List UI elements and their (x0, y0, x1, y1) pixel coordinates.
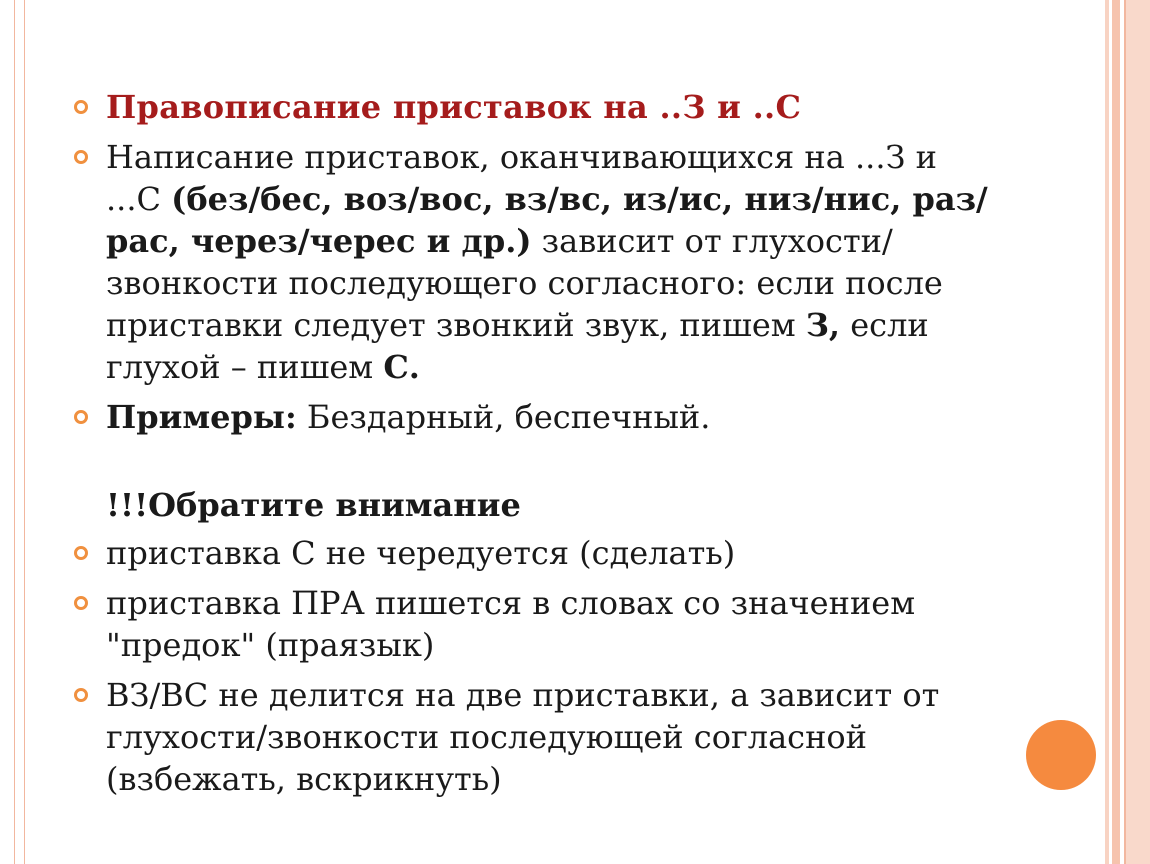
prefix-examples: (без/бес, воз/вос, вз/вс, из/ис, низ/нис, раз/рас, через/черес и др.) (106, 180, 988, 260)
examples-text: Бездарный, беспечный. (296, 398, 711, 436)
decorative-circle (1026, 720, 1096, 790)
frame-stripe (1105, 0, 1109, 864)
list-item (72, 674, 992, 800)
slide-frame-left (14, 0, 25, 864)
bullet-icon (74, 100, 88, 114)
bullet-icon (74, 546, 88, 560)
note-heading: !!!Обратите внимание (106, 486, 521, 524)
letter-s: С. (383, 348, 420, 386)
note-text: приставка ПРА пишется в словах со значением "предок" (праязык) (106, 584, 916, 664)
list-item (72, 532, 992, 574)
slide-title: Правописание приставок на ..З и ..С (106, 88, 802, 126)
rule-text: если глухой – пишем (106, 306, 929, 386)
list-item (72, 136, 992, 388)
note-text: ВЗ/ВС не делится на две приставки, а зависит от глухости/звонкости последующей согласной (взбежать, вскрикнуть) (106, 676, 940, 798)
frame-stripe (1112, 0, 1120, 864)
list-item (72, 582, 992, 666)
bullet-icon (74, 410, 88, 424)
rule-text: Написание приставок, оканчивающихся на ...З и ...С (106, 138, 937, 218)
bullet-icon (74, 150, 88, 164)
bullet-icon (74, 688, 88, 702)
examples-label: Примеры: (106, 398, 297, 436)
slide-frame-right (1098, 0, 1150, 864)
frame-stripe (1124, 0, 1150, 864)
list-item (72, 86, 992, 128)
letter-z: З, (805, 306, 841, 344)
slide-content (72, 86, 992, 808)
list-item (72, 396, 992, 438)
bullet-icon (74, 596, 88, 610)
rule-text: зависит от глухости/звонкости последующего согласного: если после приставки следует звонкий звук, пишем (106, 222, 943, 344)
note-text: приставка С не чередуется (сделать) (106, 534, 736, 572)
